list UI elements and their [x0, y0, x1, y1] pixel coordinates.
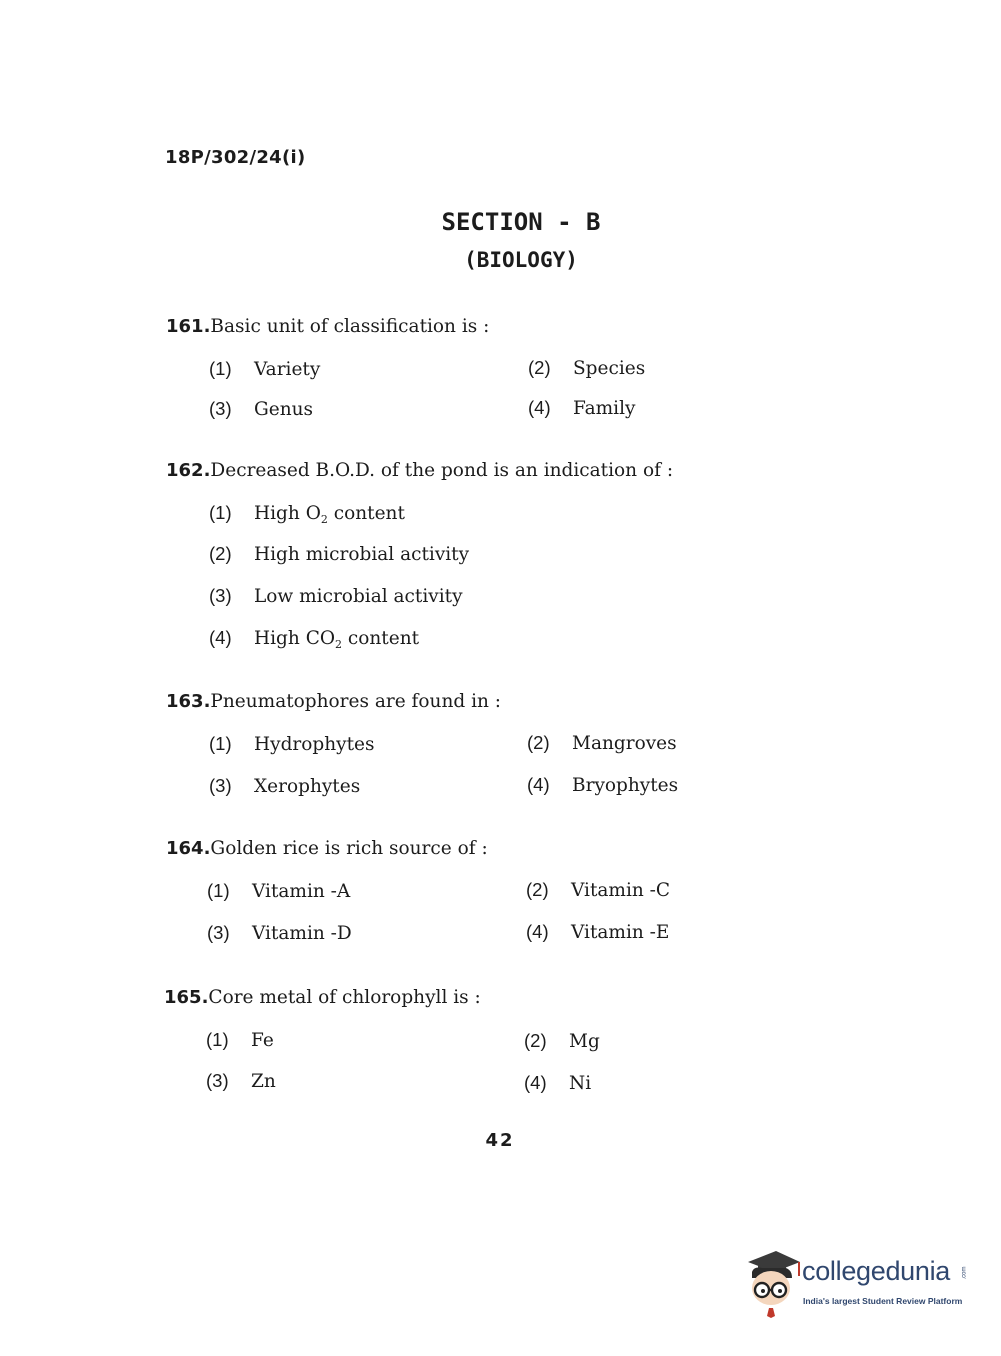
option — [209, 775, 360, 797]
option-number: (1) — [209, 733, 232, 754]
option-number: (2) — [526, 879, 549, 900]
question-text: Golden rice is rich source of : — [210, 838, 488, 859]
question-number: 165. — [164, 987, 209, 1008]
option-text: Low microbial activity — [254, 586, 463, 607]
question-stem — [166, 316, 489, 337]
option — [528, 397, 635, 419]
option — [526, 879, 670, 901]
question-text: Core metal of chlorophyll is : — [208, 987, 481, 1008]
question-stem — [166, 691, 501, 712]
option-number: (4) — [528, 397, 551, 418]
option-number: (4) — [527, 774, 550, 795]
option-number: (3) — [209, 585, 232, 606]
option — [209, 502, 405, 524]
option — [209, 398, 313, 420]
option-number: (2) — [528, 357, 551, 378]
brand-tagline: India's largest Student Review Platform — [803, 1296, 963, 1306]
option — [526, 921, 669, 943]
brand-name: collegedunia — [802, 1256, 951, 1286]
option-number: (1) — [206, 1029, 229, 1050]
option-text: Vitamin -C — [571, 880, 671, 901]
section-title: SECTION - B — [441, 208, 601, 236]
option — [524, 1030, 600, 1052]
option-text: Species — [573, 358, 646, 379]
option-number: (4) — [526, 921, 549, 942]
option-text: Mg — [569, 1031, 600, 1052]
question-stem — [166, 838, 488, 859]
collegedunia-watermark — [742, 1248, 972, 1320]
option-text: Vitamin -E — [571, 922, 670, 943]
option-text: Vitamin -A — [252, 881, 351, 902]
option-text: High microbial activity — [254, 544, 470, 565]
option-text: Mangroves — [572, 733, 677, 754]
option-text: Genus — [254, 399, 314, 420]
option-text: Bryophytes — [572, 775, 679, 796]
option — [527, 732, 677, 754]
question-number: 164. — [166, 838, 211, 859]
option — [207, 922, 352, 944]
question-number: 163. — [166, 691, 211, 712]
option — [209, 627, 419, 649]
option-number: (3) — [209, 398, 232, 419]
mascot-icon — [742, 1248, 802, 1318]
question-stem — [164, 987, 481, 1008]
section-subtitle: (BIOLOGY) — [464, 248, 578, 272]
option-number: (1) — [209, 358, 232, 379]
option — [206, 1070, 276, 1092]
option-text: Family — [573, 398, 636, 419]
option — [528, 357, 645, 379]
question-text: Decreased B.O.D. of the pond is an indication of : — [210, 460, 674, 481]
option — [524, 1072, 591, 1094]
option-number: (4) — [524, 1072, 547, 1093]
option-number: (1) — [207, 880, 230, 901]
option-text: Variety — [254, 359, 321, 380]
option-text: Hydrophytes — [254, 734, 375, 755]
option — [209, 733, 375, 755]
question-stem — [166, 460, 673, 481]
page-number: 42 — [485, 1130, 515, 1151]
option-number: (3) — [206, 1070, 229, 1091]
option-number: (2) — [524, 1030, 547, 1051]
question-number: 161. — [166, 316, 211, 337]
option-text: Ni — [569, 1073, 592, 1094]
option-text: Xerophytes — [254, 776, 361, 797]
option — [207, 880, 350, 902]
brand-dotcom: .com — [961, 1266, 968, 1280]
option — [209, 585, 463, 607]
question-number: 162. — [166, 460, 211, 481]
option-text: Vitamin -D — [252, 923, 352, 944]
question-text: Pneumatophores are found in : — [210, 691, 502, 712]
option-text: Fe — [251, 1030, 274, 1051]
question-text: Basic unit of classification is : — [210, 316, 490, 337]
option — [206, 1029, 274, 1051]
paper-code: 18P/302/24(i) — [165, 147, 306, 168]
option-number: (3) — [209, 775, 232, 796]
option-number: (4) — [209, 627, 232, 648]
option — [209, 543, 469, 565]
option-text: High $CO_2$ content — [254, 628, 420, 651]
option — [527, 774, 678, 796]
option-number: (1) — [209, 502, 232, 523]
option — [209, 358, 320, 380]
option-text: High $O_2$ content — [254, 503, 405, 526]
option-number: (3) — [207, 922, 230, 943]
option-number: (2) — [209, 543, 232, 564]
option-text: Zn — [251, 1071, 276, 1092]
option-number: (2) — [527, 732, 550, 753]
